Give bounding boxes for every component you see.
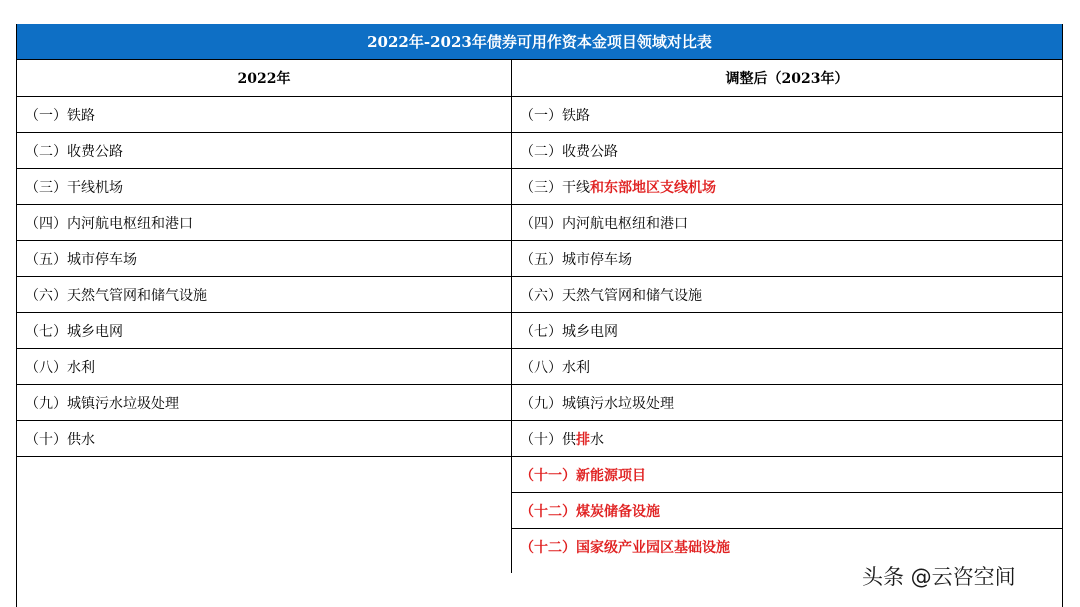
table-row-right — [512, 169, 1062, 205]
table-row-left: （四）内河航电枢纽和港口 — [17, 205, 511, 241]
row-text: （三）干线 — [520, 179, 590, 196]
table-row-right — [512, 349, 1062, 385]
table-row-right — [512, 421, 1062, 457]
table-title: 2022年-2023年债券可用作资本金项目领域对比表 — [17, 24, 1062, 60]
table-row-left: （二）收费公路 — [17, 133, 511, 169]
table-row-left: （十）供水 — [17, 421, 511, 457]
row-text: （六）天然气管网和储气设施 — [520, 287, 702, 304]
row-text: （二）收费公路 — [520, 143, 618, 160]
table-row-left: （一）铁路 — [17, 97, 511, 133]
table-row-left: （六）天然气管网和储气设施 — [17, 277, 511, 313]
table-row-new: （十二）煤炭储备设施 — [512, 493, 1062, 529]
left-rows — [17, 97, 511, 457]
table-row-left: （九）城镇污水垃圾处理 — [17, 385, 511, 421]
table-row-left: （八）水利 — [17, 349, 511, 385]
highlighted-change: 排 — [576, 431, 590, 448]
table-row-left: （七）城乡电网 — [17, 313, 511, 349]
row-text: 水 — [590, 431, 604, 448]
row-text: （五）城市停车场 — [520, 251, 632, 268]
table-row-right — [512, 205, 1062, 241]
table-row-right — [512, 133, 1062, 169]
table-row-right — [512, 385, 1062, 421]
column-header-2023: 调整后（2023年） — [512, 60, 1062, 97]
row-text: （十）供 — [520, 431, 576, 448]
row-text: （八）水利 — [520, 359, 590, 376]
table-row-right — [512, 313, 1062, 349]
table-row-new: （十二）国家级产业园区基础设施 — [520, 540, 730, 556]
table-row-left: （三）干线机场 — [17, 169, 511, 205]
row-text: （七）城乡电网 — [520, 323, 618, 340]
row-text: （一）铁路 — [520, 107, 590, 124]
column-2022 — [17, 60, 512, 573]
column-header-2022: 2022年 — [17, 60, 511, 97]
right-new-rows — [512, 457, 1062, 565]
table-row-right — [512, 97, 1062, 133]
right-rows — [512, 97, 1062, 457]
column-2023 — [512, 60, 1062, 573]
empty-cell — [17, 457, 511, 573]
table-row-right — [512, 241, 1062, 277]
table-row-right — [512, 277, 1062, 313]
row-text: （九）城镇污水垃圾处理 — [520, 395, 674, 412]
comparison-table — [16, 24, 1063, 607]
watermark: 头条 @云咨空间 — [862, 565, 1016, 589]
table-row-left: （五）城市停车场 — [17, 241, 511, 277]
highlighted-change: 和东部地区支线机场 — [590, 179, 716, 196]
row-text: （四）内河航电枢纽和港口 — [520, 215, 688, 232]
table-row-new: （十一）新能源项目 — [512, 457, 1062, 493]
